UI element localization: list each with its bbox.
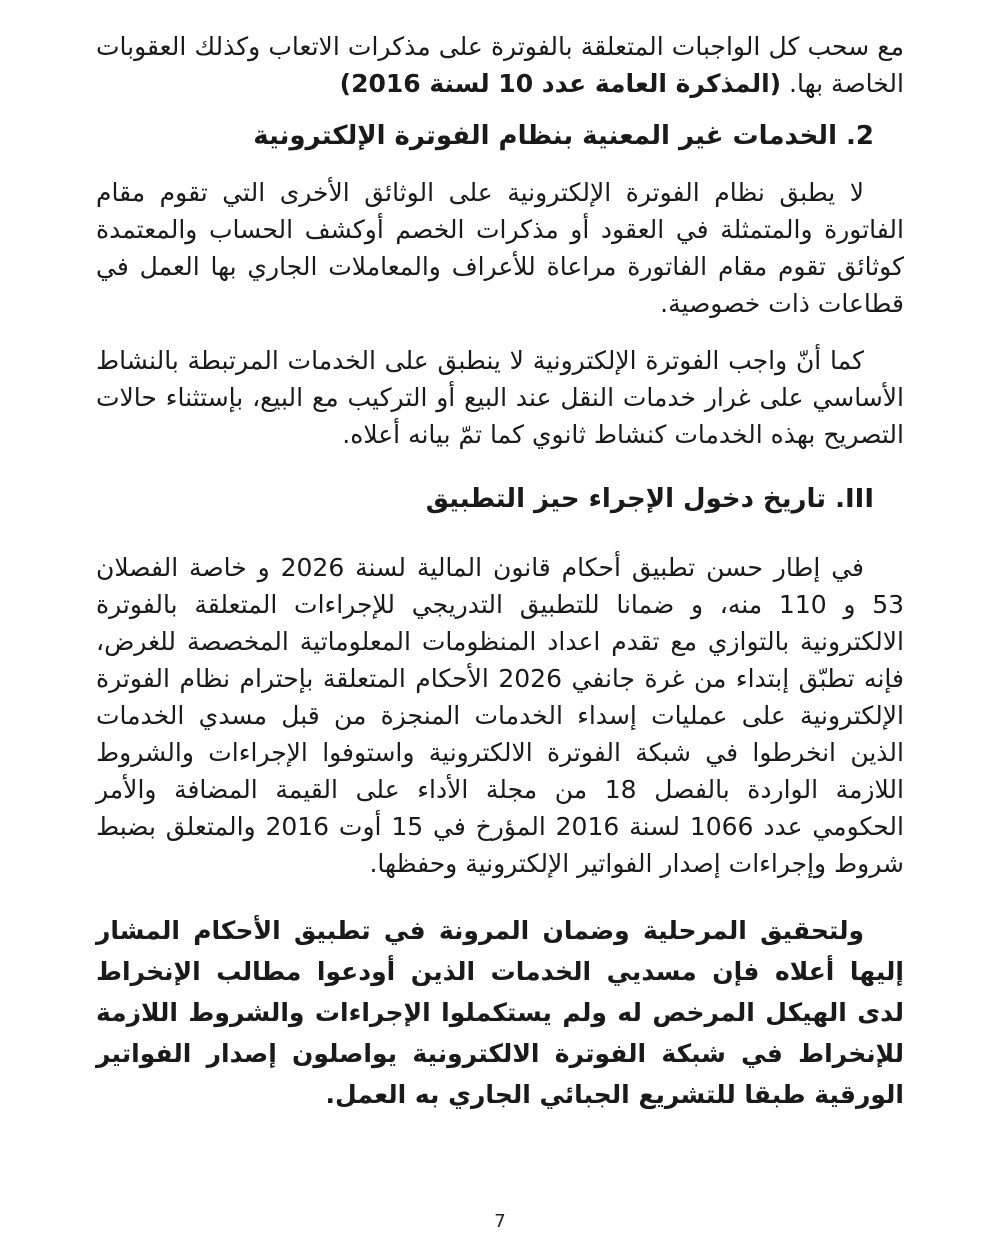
- section-2-heading: 2. الخدمات غير المعنية بنظام الفوترة الإلكترونية: [253, 121, 874, 151]
- section-3-paragraph-1: في إطار حسن تطبيق أحكام قانون المالية لسنة 2026 و خاصة الفصلان 53 و 110 منه، و ضمانا للتطبيق التدريجي للإجراءات المتعلقة بالفوترة الالكترونية بالتوازي مع تقدم اعداد المنظومات المعلوماتية المخصصة للغرض، فإنه تطبّق إبتداء من غرة جانفي 2026 الأحكام المتعلقة بإحترام نظام الفوترة الإلكترونية على عمليات إسداء الخدمات المنجزة من قبل مسدي الخدمات الذين انخرطوا في شبكة الفوترة الالكترونية واستوفوا الإجراءات والشروط اللازمة الواردة بالفصل 18 من مجلة الأداء على القيمة المضافة والأمر الحكومي عدد 1066 لسنة 2016 المؤرخ في 15 أوت 2016 والمتعلق بضبط شروط وإجراءات إصدار الفواتير الإلكترونية وحفظها.: [96, 553, 905, 878]
- intro-reference: (المذكرة العامة عدد 10 لسنة 2016): [339, 69, 782, 98]
- page-number: 7: [494, 1211, 506, 1232]
- section-2-paragraph-2: كما أنّ واجب الفوترة الإلكترونية لا ينطبق على الخدمات المرتبطة بالنشاط الأساسي على غرار خدمات النقل عند البيع أو التركيب مع البيع، بإستثناء حالات التصريح بهذه الخدمات كنشاط ثانوي كما تمّ بيانه أعلاه.: [96, 346, 904, 449]
- section-2-paragraph-1: لا يطبق نظام الفوترة الإلكترونية على الوثائق الأخرى التي تقوم مقام الفاتورة والمتمثلة في العقود أو مذكرات الخصم أوكشف الحساب والمعتمدة كوثائق تقوم مقام الفاتورة مراعاة للأعراف والمعاملات الجاري بها العمل في قطاعات ذات خصوصية.: [96, 178, 904, 318]
- intro-text: مع سحب كل الواجبات المتعلقة بالفوترة على مذكرات الاتعاب وكذلك العقوبات الخاصة بها.: [96, 32, 904, 98]
- document-page: [96, 28, 904, 1115]
- section-3-heading: III. تاريخ دخول الإجراء حيز التطبيق: [425, 484, 874, 514]
- intro-paragraph: [96, 28, 904, 102]
- section-3-paragraph-2: ولتحقيق المرحلية وضمان المرونة في تطبيق الأحكام المشار إليها أعلاه فإن مسديي الخدمات الذين أودعوا مطالب الإنخراط لدى الهيكل المرخص له ولم يستكملوا الإجراءات والشروط اللازمة للإنخراط في شبكة الفوترة الالكترونية يواصلون إصدار الفواتير الورقية طبقا للتشريع الجبائي الجاري به العمل.: [96, 916, 904, 1109]
